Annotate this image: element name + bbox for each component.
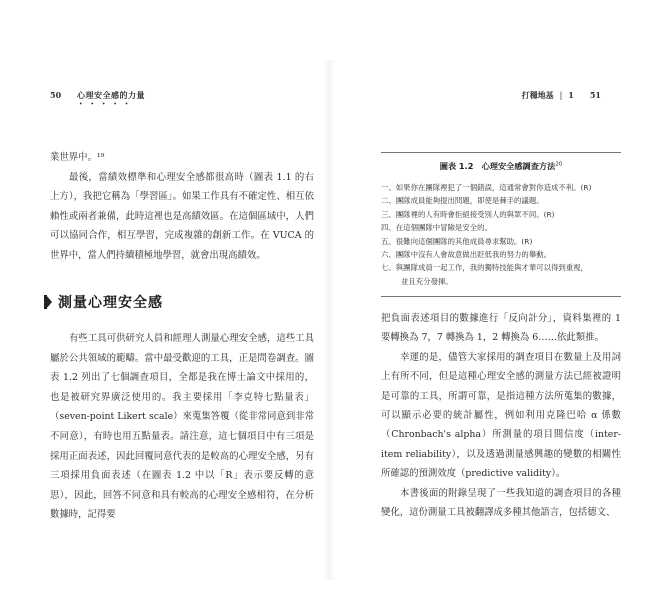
survey-item: 五、很難向這個團隊的其他成員尋求幫助。(R) [381, 236, 533, 246]
running-separator: | [559, 91, 563, 100]
survey-item: 一、如果你在團隊裡犯了一個錯誤，這通常會對你造成不利。(R) [381, 183, 592, 192]
survey-item: 六、團隊中沒有人會故意做出貶低我的努力的舉動。 [381, 250, 551, 260]
right-page-number: 51 [589, 90, 601, 100]
section-heading [46, 292, 163, 312]
survey-table [381, 152, 621, 297]
page-gutter [323, 60, 335, 580]
left-page-number: 50 [50, 90, 62, 100]
paragraph: 有些工具可供研究人員和經理人測量心理安全感，這些工具屬於公共領域的範疇。當中最受歡迎的工具，正是問卷調查。圖表 1.2 列出了七個調查項目，全都是我在博士論文中採用的，也是被研究界廣泛使用的。我主要採用「李克特七點量表」（seven-point Likert scale）來蒐集答覆（從非常同意到非常不同意），有時也用五點量表。請注意，這七個項目中有三項是採用正面表述，因此回覆同意代表的是較高的心理安全感，另有三項採用負面表述（在圖表 1.2 中以「R」表示要反轉的意思），因此，回答不同意和具有較高的心理安全感相符，在分析數據時，記得要 [50, 333, 314, 521]
paragraph: 幸運的是，儘管大家採用的調查項目在數量上及用詞上有所不同，但是這種心理安全感的測量方法已經被證明是可靠的工具，所謂可靠，是指這種方法所蒐集的數據，可以顯示必要的統計屬性，例如利用克隆巴哈 α 係數（Chronbach's alpha）所測量的項目間信度（inter-item reliability），以及透過測量感興趣的變數的相關性所確認的預測效度（predictive validity）。 [381, 351, 621, 480]
table-title [381, 161, 621, 172]
paragraph: 業世界中。¹⁹ [50, 152, 105, 163]
paragraph: 本書後面的附錄呈現了一些我知道的調查項目的各種變化，這份測量工具被翻譯成多種其他語言，包括德文、 [381, 487, 621, 519]
survey-item: 三、團隊裡的人有時會拒絕接受別人的與眾不同。(R) [381, 209, 555, 219]
survey-item: 七、與團隊成員一起工作，我的獨特技能與才華可以得到重視， [381, 263, 588, 273]
right-running-head [522, 90, 601, 101]
paragraph: 把負面表述項目的數據進行「反向計分」，資料集裡的 1 要轉換為 7，7 轉換為 1，2 轉換為 6……依此類推。 [381, 313, 621, 344]
paragraph: 最後，當績效標準和心理安全感都很高時（圖表 1.1 的右上方），我把它稱為「學習區」。如果工作具有不確定性、相互依賴性或兩者兼備，此時這裡也是高績效區。在這個區域中，人們可以協同合作，相互學習，完成複雜的創新工作。在 VUCA 的世界中，當人們持續積極地學習，就會出現高績效。 [50, 171, 314, 261]
section-marker-icon [46, 295, 52, 309]
right-running-title: 打穩地基 [521, 90, 554, 100]
left-body-bottom [50, 329, 314, 525]
table-title-text: 圖表 1.2 心理安全感調查方法 [439, 161, 556, 171]
left-body-top [50, 148, 314, 266]
left-running-title: 心理安全感的力量 [77, 90, 145, 100]
right-body [381, 309, 621, 522]
right-chapter-number: 1 [568, 90, 574, 100]
table-title-note: 20 [555, 161, 563, 168]
running-dots: • • • • • [79, 101, 132, 108]
section-title: 測量心理安全感 [58, 295, 163, 311]
survey-item: 四、在這個團隊中冒險是安全的。 [381, 223, 492, 233]
survey-item-continuation: 並且充分發揮。 [401, 276, 453, 286]
survey-item: 二、團隊成員能夠提出問題，即使是棘手的議題。 [381, 196, 544, 206]
